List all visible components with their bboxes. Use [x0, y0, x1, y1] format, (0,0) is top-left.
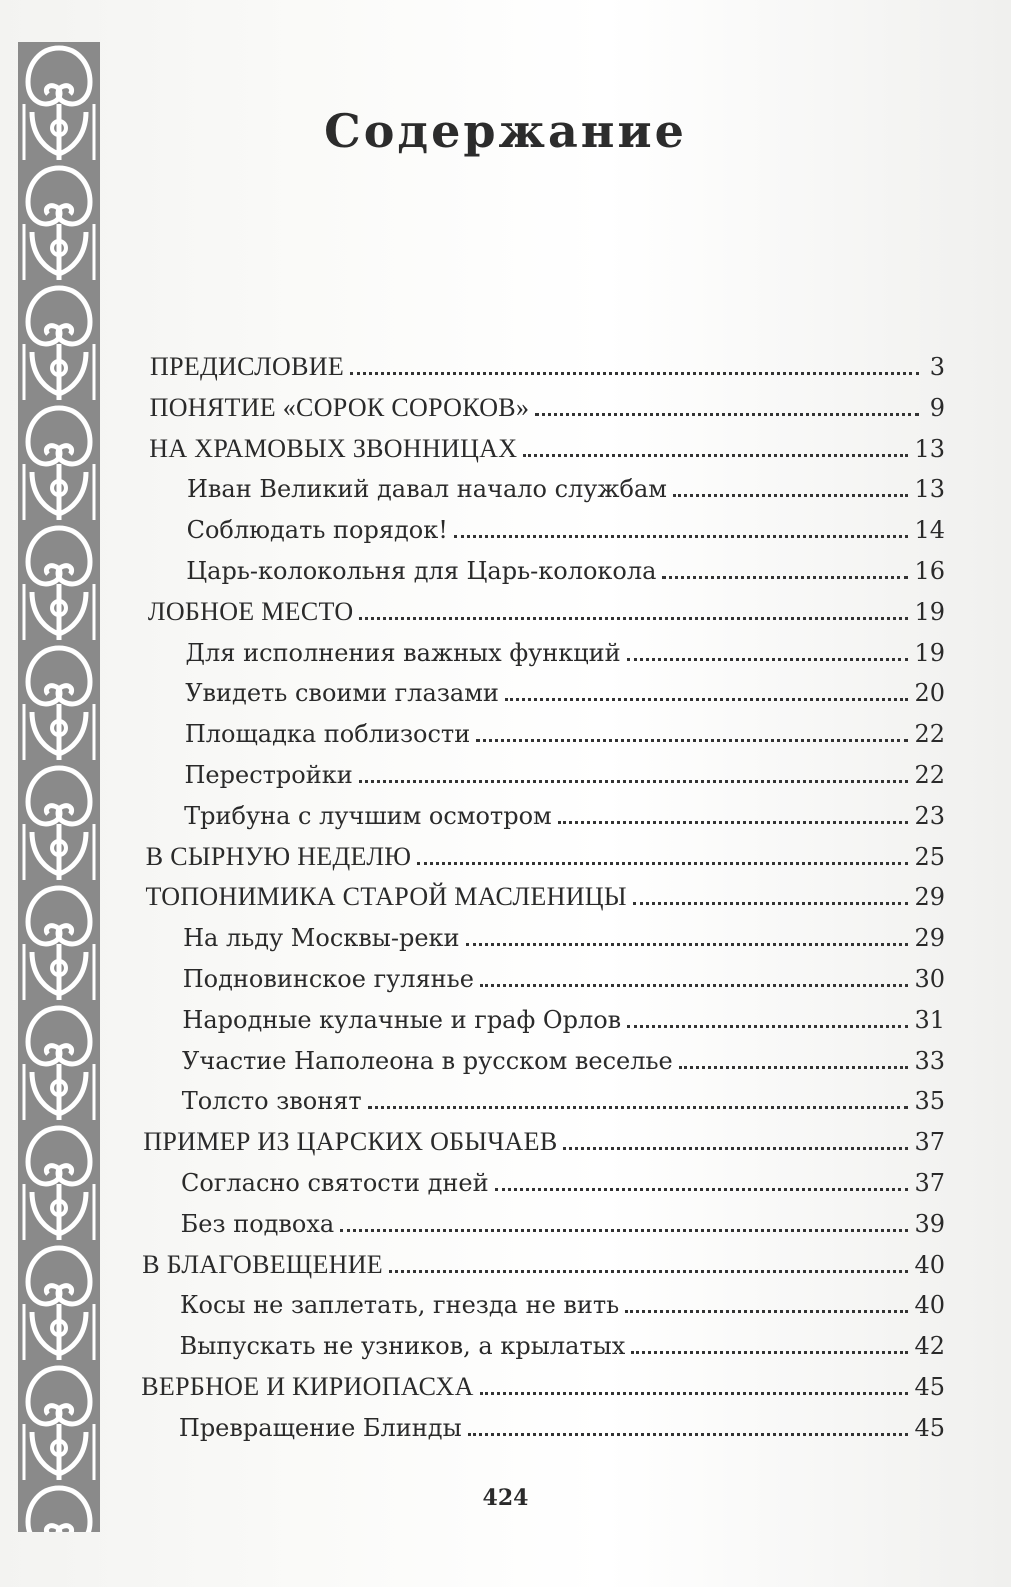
toc-entry-page: 20 [914, 679, 945, 708]
toc-entry-title: Трибуна с лучшим осмотром [184, 801, 552, 830]
toc-entry [180, 1327, 945, 1361]
dot-leader [468, 1433, 909, 1436]
toc-entry [185, 674, 945, 708]
toc-entry-title: ПОНЯТИЕ «СОРОК СОРОКОВ» [149, 392, 530, 422]
toc-entry [141, 1368, 945, 1402]
toc-entry [182, 1001, 945, 1035]
dot-leader [359, 780, 909, 783]
toc-entry-page: 39 [914, 1209, 945, 1238]
toc-entry-title: ВЕРБНОЕ И КИРИОПАСХА [141, 1372, 474, 1401]
toc-entry-title: Согласно святости дней [181, 1169, 489, 1197]
toc-entry-page: 40 [914, 1291, 945, 1320]
toc-entry-title: В БЛАГОВЕЩЕНИЕ [142, 1249, 383, 1279]
toc-entry-page: 16 [914, 557, 945, 585]
page-title: Содержание [324, 104, 687, 158]
toc-entry [146, 838, 945, 872]
dot-leader [631, 1351, 908, 1354]
toc-entry-title: ЛОБНОЕ МЕСТО [147, 596, 354, 626]
dot-leader [673, 494, 909, 497]
toc-entry-title: ТОПОНИМИКА СТАРОЙ МАСЛЕНИЦЫ [145, 882, 627, 912]
toc-entry-page: 22 [914, 720, 945, 749]
toc-entry [185, 715, 945, 749]
decorative-border-ornament [18, 42, 100, 1532]
toc-entry [183, 960, 945, 994]
dot-leader [625, 1310, 908, 1313]
dot-leader [662, 576, 908, 579]
toc-entry-title: Подновинское гулянье [182, 965, 474, 993]
dot-leader [350, 372, 919, 375]
toc-entry [150, 348, 945, 382]
toc-entry-page: 25 [914, 842, 945, 871]
toc-entry [180, 1286, 945, 1320]
toc-entry [179, 1409, 945, 1443]
toc-entry-page: 13 [914, 434, 945, 463]
dot-leader [535, 413, 919, 416]
toc-entry [148, 593, 945, 627]
toc-entry-title: Для исполнения важных функций [185, 638, 621, 667]
toc-entry [142, 1246, 945, 1280]
toc-entry-title: Площадка поблизости [184, 720, 471, 749]
toc-entry-title: В СЫРНУЮ НЕДЕЛЮ [145, 841, 412, 871]
dot-leader [558, 821, 909, 824]
dot-leader [476, 739, 908, 742]
toc-entry-title: Царь-колокольня для Царь-колокола [186, 557, 657, 585]
dot-leader [627, 1025, 908, 1028]
toc-entry [183, 919, 945, 953]
toc-entry-title: ПРИМЕР ИЗ ЦАРСКИХ ОБЫЧАЕВ [143, 1127, 558, 1157]
toc-entry [185, 756, 946, 790]
toc-entry-page: 45 [914, 1373, 945, 1401]
toc-entry-title: Участие Наполеона в русском веселье [182, 1046, 673, 1075]
dot-leader [679, 1066, 909, 1069]
toc-entry-title: ПРЕДИСЛОВИЕ [150, 352, 345, 381]
toc-entry [186, 552, 945, 586]
toc-entry-title: Превращение Блинды [178, 1413, 462, 1442]
dot-leader [563, 1147, 908, 1150]
page-number: 424 [482, 1485, 529, 1511]
toc-entry [184, 797, 945, 831]
dot-leader [389, 1270, 908, 1273]
toc-entry-title: Перестройки [184, 761, 353, 789]
toc-entry-page: 22 [914, 761, 945, 789]
toc-entry-page: 33 [914, 1046, 945, 1075]
toc-entry-page: 35 [914, 1087, 945, 1116]
toc-entry-page: 19 [914, 638, 945, 667]
toc-entry-page: 23 [914, 801, 945, 830]
dot-leader [627, 658, 909, 661]
toc-entry-page: 40 [914, 1250, 945, 1279]
toc-entry-title: Соблюдать порядок! [186, 516, 448, 545]
toc-entry [182, 1042, 945, 1076]
toc-entry-page: 9 [929, 393, 945, 422]
toc-entry [187, 511, 945, 545]
toc-entry-page: 29 [914, 883, 945, 912]
toc-entry-page: 37 [914, 1128, 945, 1157]
toc-entry-title: Толсто звонят [181, 1087, 362, 1116]
toc-entry [149, 430, 945, 464]
toc-entry-title: Косы не заплетать, гнезда не вить [179, 1291, 620, 1320]
dot-leader [466, 943, 909, 946]
toc-entry-page: 14 [914, 516, 945, 545]
toc-entry-page: 30 [914, 965, 945, 993]
toc-entry [187, 470, 945, 504]
toc-entry [150, 389, 945, 423]
dot-leader [495, 1188, 909, 1191]
toc-entry-title: Без подвоха [180, 1209, 335, 1238]
toc-entry-page: 45 [914, 1413, 945, 1442]
dot-leader [480, 984, 909, 987]
toc-entry-page: 42 [914, 1332, 945, 1361]
toc-entry-title: Выпускать не узников, а крылатых [179, 1332, 626, 1361]
toc-entry-page: 31 [914, 1005, 945, 1034]
dot-leader [505, 698, 909, 701]
toc-entry-title: Увидеть своими глазами [185, 679, 499, 708]
dot-leader [359, 617, 908, 620]
toc-entry-title: Иван Великий давал начало службам [186, 475, 667, 504]
toc-entry-title: НА ХРАМОВЫХ ЗВОННИЦАХ [149, 433, 518, 463]
toc-entry-title: Народные кулачные и граф Орлов [182, 1005, 622, 1034]
dot-leader [368, 1106, 909, 1109]
toc-entry-page: 29 [914, 924, 945, 953]
toc-entry-page: 37 [914, 1169, 945, 1197]
dot-leader [454, 535, 909, 538]
toc-entry [145, 878, 945, 912]
toc-entry-title: На льду Москвы-реки [183, 924, 460, 953]
dot-leader [340, 1229, 908, 1232]
toc-entry-page: 3 [929, 353, 945, 381]
toc-entry-page: 19 [914, 597, 945, 626]
dot-leader [417, 862, 908, 865]
toc-entry [186, 634, 945, 668]
dot-leader [523, 454, 908, 457]
dot-leader [633, 902, 909, 905]
toc-entry [143, 1123, 945, 1157]
toc-entry [181, 1164, 945, 1198]
toc-entry [182, 1082, 945, 1116]
toc-entry [181, 1205, 945, 1239]
dot-leader [480, 1392, 909, 1395]
toc-entry-page: 13 [914, 475, 945, 504]
